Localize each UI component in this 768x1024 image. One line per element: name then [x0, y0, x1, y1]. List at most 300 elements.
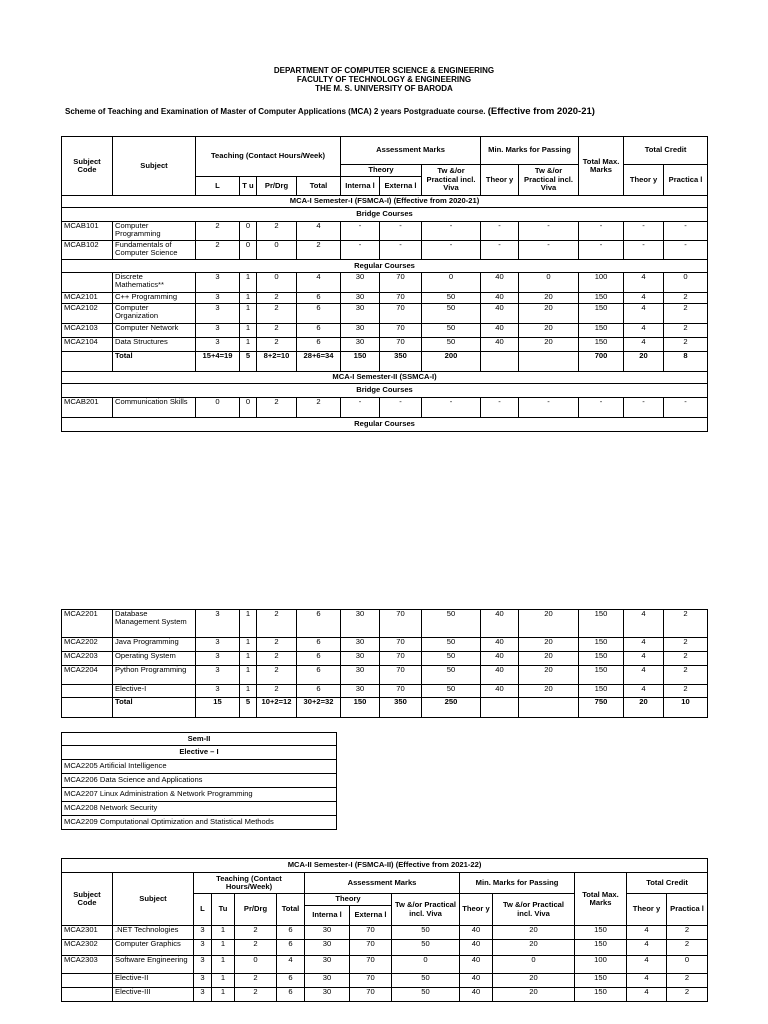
- total-value: 20: [624, 352, 664, 372]
- cell-value: 30: [341, 652, 380, 666]
- cell-subject: Python Programming: [113, 666, 196, 685]
- scheme-table-sem2-regular: [61, 609, 708, 718]
- cell-value: 20: [519, 638, 579, 652]
- col-total-max: Total Max. Marks: [575, 873, 627, 926]
- cell-value: 4: [624, 666, 664, 685]
- cell-value: -: [341, 222, 380, 241]
- cell-value: 6: [297, 610, 341, 638]
- cell-value: 40: [481, 273, 519, 293]
- table-row: [62, 638, 708, 652]
- cell-value: 20: [519, 685, 579, 698]
- col-min-marks: Min. Marks for Passing: [460, 873, 575, 894]
- cell-value: 70: [350, 956, 392, 974]
- faculty-title: FACULTY OF TECHNOLOGY & ENGINEERING: [296, 75, 472, 84]
- cell-value: 20: [493, 988, 575, 1002]
- col-Tu: Tu: [212, 894, 235, 926]
- elective-item: MCA2209 Computational Optimization and Statistical Methods: [62, 816, 337, 830]
- cell-value: 4: [624, 652, 664, 666]
- section-bridge-courses-sem2: Bridge Courses: [62, 384, 708, 398]
- cell-value: -: [341, 241, 380, 260]
- cell-value: 30: [341, 324, 380, 338]
- elective-table: [61, 732, 337, 830]
- cell-value: 70: [380, 324, 422, 338]
- col-Total: Total: [297, 177, 341, 196]
- cell-value: 150: [579, 304, 624, 324]
- cell-value: 100: [579, 273, 624, 293]
- cell-value: 40: [460, 988, 493, 1002]
- cell-value: 4: [624, 638, 664, 652]
- cell-value: 2: [667, 988, 708, 1002]
- cell-value: 4: [624, 338, 664, 352]
- cell-value: 2: [257, 293, 297, 304]
- cell-value: 40: [481, 685, 519, 698]
- cell-value: 150: [575, 988, 627, 1002]
- cell-value: 70: [380, 638, 422, 652]
- cell-value: 150: [579, 638, 624, 652]
- total-value: 200: [422, 352, 481, 372]
- cell-subject: Java Programming: [113, 638, 196, 652]
- cell-value: 20: [519, 666, 579, 685]
- col-external: Externa l: [380, 177, 422, 196]
- cell-value: 4: [627, 926, 667, 940]
- cell-value: 3: [196, 638, 240, 652]
- table-row: [62, 956, 708, 974]
- department-title: DEPARTMENT OF COMPUTER SCIENCE & ENGINEERING: [273, 66, 495, 75]
- cell-value: -: [519, 241, 579, 260]
- cell-value: 150: [579, 338, 624, 352]
- cell-value: 2: [664, 338, 708, 352]
- elective-item: MCA2205 Artificial Intelligence: [62, 760, 337, 774]
- cell-value: 150: [575, 974, 627, 988]
- cell-subject: Elective-I: [113, 685, 196, 698]
- cell-value: -: [380, 398, 422, 418]
- cell-value: 50: [422, 638, 481, 652]
- col-theory-credit: Theor y: [624, 165, 664, 196]
- cell-value: 50: [422, 293, 481, 304]
- cell-value: 1: [240, 293, 257, 304]
- cell-value: 50: [392, 974, 460, 988]
- col-theory-min: Theor y: [460, 894, 493, 926]
- cell-value: 3: [194, 956, 212, 974]
- cell-value: 1: [212, 956, 235, 974]
- cell-subject: C++ Programming: [113, 293, 196, 304]
- elective-row: [62, 760, 337, 774]
- col-tw-practical-min: Tw &/or Practical incl. Viva: [519, 165, 579, 196]
- cell-value: -: [579, 222, 624, 241]
- elective-item: MCA2207 Linux Administration & Network Programming: [62, 788, 337, 802]
- col-assessment: Assessment Marks: [305, 873, 460, 894]
- total-label: Total: [113, 352, 196, 372]
- cell-value: 2: [664, 293, 708, 304]
- elective-sem: Sem-II: [62, 733, 337, 746]
- cell-value: 2: [196, 222, 240, 241]
- col-Total: Total: [277, 894, 305, 926]
- cell-value: 0: [240, 398, 257, 418]
- cell-value: 3: [194, 974, 212, 988]
- cell-value: 30: [341, 273, 380, 293]
- cell-value: 40: [481, 293, 519, 304]
- cell-value: 50: [422, 652, 481, 666]
- cell-value: 2: [664, 638, 708, 652]
- section-bridge-courses: Bridge Courses: [62, 208, 708, 222]
- cell-value: 70: [380, 304, 422, 324]
- cell-value: 2: [257, 398, 297, 418]
- cell-subject-code: MCA2301: [62, 926, 113, 940]
- cell-value: 3: [196, 304, 240, 324]
- col-subject-code: Subject Code: [62, 137, 113, 196]
- section-sem1-title: MCA-I Semester-I (FSMCA-I) (Effective from 2020-21): [62, 196, 708, 208]
- cell-value: 4: [627, 974, 667, 988]
- cell-value: 20: [493, 926, 575, 940]
- cell-value: -: [664, 222, 708, 241]
- total-value: [519, 698, 579, 718]
- total-value: 250: [422, 698, 481, 718]
- cell-value: 150: [575, 926, 627, 940]
- total-value: [62, 352, 113, 372]
- total-value: 8+2=10: [257, 352, 297, 372]
- cell-value: 40: [481, 338, 519, 352]
- cell-value: 3: [196, 324, 240, 338]
- col-external: Externa l: [350, 906, 392, 926]
- cell-value: 0: [392, 956, 460, 974]
- cell-subject: Discrete Mathematics**: [113, 273, 196, 293]
- cell-value: 0: [240, 222, 257, 241]
- cell-value: 1: [240, 652, 257, 666]
- cell-value: 50: [422, 338, 481, 352]
- total-value: 30+2=32: [297, 698, 341, 718]
- cell-value: 30: [305, 956, 350, 974]
- elective-title: Elective – I: [62, 746, 337, 760]
- cell-subject-code: MCAB201: [62, 398, 113, 418]
- col-total-max: Total Max. Marks: [579, 137, 624, 196]
- cell-value: 2: [257, 324, 297, 338]
- col-PrDrg: Pr/Drg: [235, 894, 277, 926]
- cell-value: 40: [460, 926, 493, 940]
- cell-value: 1: [240, 666, 257, 685]
- cell-value: 70: [350, 940, 392, 956]
- cell-value: 4: [297, 273, 341, 293]
- total-label: Total: [113, 698, 196, 718]
- total-value: 5: [240, 352, 257, 372]
- col-teaching: Teaching (Contact Hours/Week): [194, 873, 305, 894]
- col-L: L: [196, 177, 240, 196]
- col-subject-code: Subject Code: [62, 873, 113, 926]
- cell-value: -: [579, 398, 624, 418]
- cell-value: 6: [297, 338, 341, 352]
- table-row: [62, 324, 708, 338]
- cell-value: 2: [235, 974, 277, 988]
- cell-value: 2: [257, 338, 297, 352]
- cell-value: 40: [481, 324, 519, 338]
- cell-value: 3: [196, 273, 240, 293]
- cell-value: 30: [341, 610, 380, 638]
- cell-value: 6: [297, 666, 341, 685]
- cell-value: 6: [297, 304, 341, 324]
- cell-value: -: [579, 241, 624, 260]
- elective-row: [62, 816, 337, 830]
- total-value: 15: [196, 698, 240, 718]
- col-theory-min: Theor y: [481, 165, 519, 196]
- cell-value: 150: [579, 293, 624, 304]
- total-value: [62, 698, 113, 718]
- cell-value: 6: [277, 940, 305, 956]
- cell-value: 2: [235, 988, 277, 1002]
- cell-subject: Communication Skills: [113, 398, 196, 418]
- cell-value: 1: [240, 610, 257, 638]
- cell-value: -: [624, 398, 664, 418]
- cell-value: 2: [664, 324, 708, 338]
- cell-value: 2: [664, 685, 708, 698]
- cell-value: 4: [624, 324, 664, 338]
- cell-value: -: [664, 241, 708, 260]
- cell-value: 30: [305, 926, 350, 940]
- cell-value: -: [624, 241, 664, 260]
- cell-value: 4: [277, 956, 305, 974]
- total-value: 10+2=12: [257, 698, 297, 718]
- cell-value: 2: [257, 638, 297, 652]
- cell-subject: Computer Graphics: [113, 940, 194, 956]
- cell-value: 2: [664, 304, 708, 324]
- cell-value: 0: [422, 273, 481, 293]
- cell-value: 3: [194, 940, 212, 956]
- university-title: THE M. S. UNIVERSITY OF BARODA: [315, 84, 453, 93]
- cell-value: 0: [196, 398, 240, 418]
- total-value: [481, 698, 519, 718]
- cell-value: 6: [297, 293, 341, 304]
- table-row: [62, 926, 708, 940]
- cell-value: 2: [667, 974, 708, 988]
- cell-value: 2: [235, 926, 277, 940]
- cell-value: 6: [297, 685, 341, 698]
- col-teaching: Teaching (Contact Hours/Week): [196, 137, 341, 177]
- cell-value: 30: [305, 974, 350, 988]
- total-value: 150: [341, 698, 380, 718]
- cell-value: 4: [624, 293, 664, 304]
- scheme-title: [65, 106, 595, 117]
- cell-value: 70: [380, 652, 422, 666]
- cell-value: -: [380, 241, 422, 260]
- total-value: 10: [664, 698, 708, 718]
- cell-value: 1: [212, 926, 235, 940]
- elective-row: [62, 774, 337, 788]
- total-row: [62, 698, 708, 718]
- cell-value: 30: [305, 940, 350, 956]
- cell-value: 30: [341, 666, 380, 685]
- cell-value: -: [519, 398, 579, 418]
- cell-value: 4: [624, 273, 664, 293]
- cell-value: 40: [481, 652, 519, 666]
- cell-value: 1: [212, 974, 235, 988]
- cell-subject-code: MCA2303: [62, 956, 113, 974]
- cell-value: 6: [297, 652, 341, 666]
- cell-value: 40: [481, 638, 519, 652]
- cell-value: 40: [481, 610, 519, 638]
- cell-value: 70: [380, 610, 422, 638]
- total-value: 350: [380, 352, 422, 372]
- cell-value: 0: [667, 956, 708, 974]
- cell-value: 150: [579, 652, 624, 666]
- cell-value: 2: [257, 610, 297, 638]
- cell-value: 2: [257, 685, 297, 698]
- cell-value: -: [481, 398, 519, 418]
- table-row: [62, 398, 708, 418]
- cell-value: 3: [196, 666, 240, 685]
- cell-value: 40: [460, 940, 493, 956]
- cell-value: 3: [196, 610, 240, 638]
- col-L: L: [194, 894, 212, 926]
- total-value: 8: [664, 352, 708, 372]
- table-row: [62, 222, 708, 241]
- cell-value: 0: [664, 273, 708, 293]
- cell-value: 4: [624, 304, 664, 324]
- cell-value: 2: [257, 304, 297, 324]
- cell-subject-code: [62, 273, 113, 293]
- table-row: [62, 304, 708, 324]
- cell-value: 2: [667, 926, 708, 940]
- total-row: [62, 352, 708, 372]
- table-row: [62, 610, 708, 638]
- cell-value: 70: [380, 685, 422, 698]
- cell-value: 150: [579, 324, 624, 338]
- cell-value: 50: [392, 988, 460, 1002]
- cell-value: 2: [257, 652, 297, 666]
- cell-value: 40: [460, 974, 493, 988]
- cell-value: 70: [380, 273, 422, 293]
- total-value: 15+4=19: [196, 352, 240, 372]
- cell-value: -: [624, 222, 664, 241]
- cell-value: 1: [240, 304, 257, 324]
- cell-value: 20: [519, 652, 579, 666]
- cell-value: 2: [664, 652, 708, 666]
- cell-value: 50: [392, 926, 460, 940]
- cell-value: 6: [277, 988, 305, 1002]
- cell-value: 70: [350, 926, 392, 940]
- cell-value: 4: [624, 685, 664, 698]
- cell-value: 1: [240, 338, 257, 352]
- total-value: 700: [579, 352, 624, 372]
- cell-value: 2: [257, 222, 297, 241]
- total-value: 150: [341, 352, 380, 372]
- total-value: [481, 352, 519, 372]
- table-row: [62, 666, 708, 685]
- elective-row: [62, 802, 337, 816]
- col-PrDrg: Pr/Drg: [257, 177, 297, 196]
- cell-subject-code: MCA2204: [62, 666, 113, 685]
- total-value: 5: [240, 698, 257, 718]
- cell-subject: Fundamentals of Computer Science: [113, 241, 196, 260]
- cell-value: 30: [341, 338, 380, 352]
- col-theory: Theory: [341, 165, 422, 177]
- total-value: 20: [624, 698, 664, 718]
- col-internal: Interna l: [341, 177, 380, 196]
- table-row: [62, 685, 708, 698]
- col-assessment: Assessment Marks: [341, 137, 481, 165]
- cell-subject-code: MCA2104: [62, 338, 113, 352]
- cell-value: 50: [392, 940, 460, 956]
- cell-subject: Operating System: [113, 652, 196, 666]
- table-row: [62, 940, 708, 956]
- table-row: [62, 241, 708, 260]
- cell-value: 70: [380, 666, 422, 685]
- cell-value: 0: [235, 956, 277, 974]
- cell-value: 1: [240, 685, 257, 698]
- table-row: [62, 293, 708, 304]
- scheme-text: Scheme of Teaching and Examination of Master of Computer Applications (MCA) 2 years Postgraduate course.: [65, 107, 486, 116]
- scheme-effective: (Effective from 2020-21): [487, 106, 595, 117]
- section-regular-courses-sem2: Regular Courses: [62, 418, 708, 432]
- cell-subject-code: MCA2201: [62, 610, 113, 638]
- cell-subject: Computer Organization: [113, 304, 196, 324]
- col-tw-practical: Tw &/or Practical incl. Viva: [392, 894, 460, 926]
- cell-value: 50: [422, 685, 481, 698]
- cell-value: 40: [481, 666, 519, 685]
- cell-value: 150: [579, 685, 624, 698]
- cell-value: 30: [341, 293, 380, 304]
- cell-value: 150: [579, 666, 624, 685]
- cell-value: 4: [627, 956, 667, 974]
- cell-value: 2: [196, 241, 240, 260]
- cell-value: -: [380, 222, 422, 241]
- cell-value: 4: [627, 940, 667, 956]
- cell-value: 70: [350, 988, 392, 1002]
- cell-value: 0: [493, 956, 575, 974]
- cell-value: 3: [194, 988, 212, 1002]
- elective-item: MCA2208 Network Security: [62, 802, 337, 816]
- section-sem2-title: MCA-I Semester-II (SSMCA-I): [62, 372, 708, 384]
- col-total-credit: Total Credit: [627, 873, 708, 894]
- cell-value: -: [481, 241, 519, 260]
- cell-value: 20: [519, 338, 579, 352]
- cell-value: 2: [667, 940, 708, 956]
- cell-value: 6: [297, 324, 341, 338]
- col-theory: Theory: [305, 894, 392, 906]
- cell-subject: .NET Technologies: [113, 926, 194, 940]
- cell-subject-code: MCA2202: [62, 638, 113, 652]
- cell-value: 3: [196, 293, 240, 304]
- scheme-table-sem1: [61, 136, 708, 432]
- col-subject: Subject: [113, 873, 194, 926]
- cell-value: -: [422, 222, 481, 241]
- cell-subject-code: [62, 685, 113, 698]
- cell-value: 6: [277, 926, 305, 940]
- col-subject: Subject: [113, 137, 196, 196]
- cell-subject: Computer Network: [113, 324, 196, 338]
- cell-value: -: [481, 222, 519, 241]
- cell-value: -: [341, 398, 380, 418]
- cell-subject: Elective-III: [113, 988, 194, 1002]
- table-row: [62, 974, 708, 988]
- col-tw-practical: Tw &/or Practical incl. Viva: [422, 165, 481, 196]
- cell-value: 50: [422, 610, 481, 638]
- elective-row: [62, 788, 337, 802]
- section-mca2-sem1-title: MCA-II Semester-I (FSMCA-II) (Effective from 2021-22): [62, 859, 708, 873]
- cell-value: 2: [257, 666, 297, 685]
- cell-value: 150: [575, 940, 627, 956]
- cell-subject-code: MCA2103: [62, 324, 113, 338]
- cell-value: -: [422, 241, 481, 260]
- total-value: 28+6=34: [297, 352, 341, 372]
- total-value: 750: [579, 698, 624, 718]
- cell-subject-code: [62, 988, 113, 1002]
- cell-value: 3: [194, 926, 212, 940]
- cell-value: 50: [422, 324, 481, 338]
- cell-subject: Database Management System: [113, 610, 196, 638]
- cell-value: -: [519, 222, 579, 241]
- cell-value: 6: [277, 974, 305, 988]
- elective-item: MCA2206 Data Science and Applications: [62, 774, 337, 788]
- cell-value: 1: [212, 988, 235, 1002]
- cell-subject: Elective-II: [113, 974, 194, 988]
